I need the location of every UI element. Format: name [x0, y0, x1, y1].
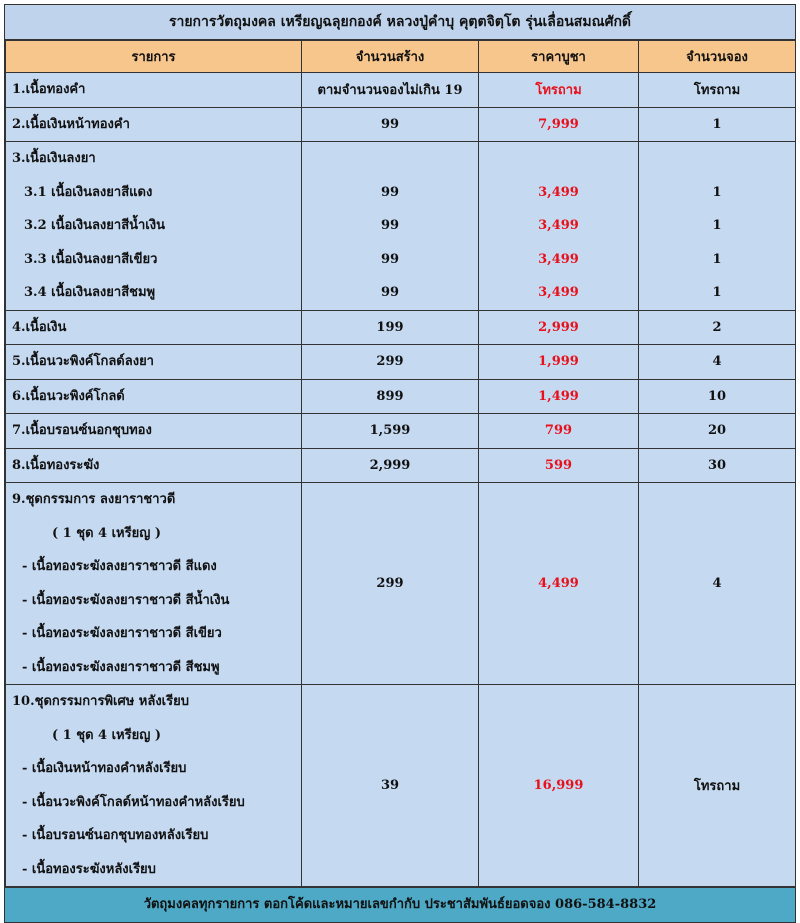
quantity-cell: 299 [302, 483, 479, 685]
reserve-cell: 1 [639, 276, 796, 310]
reserve-cell: 10 [639, 379, 796, 414]
header-row [6, 41, 796, 73]
table-row [6, 483, 796, 685]
quantity-cell: 199 [302, 310, 479, 345]
item-line: 1.เนื้อทองคำ [12, 82, 86, 97]
item-cell [6, 310, 302, 345]
reserve-cell: 4 [639, 483, 796, 685]
item-line: 3.4 เนื้อเงินลงยาสีชมพู [24, 285, 156, 300]
quantity-cell: ตามจำนวนจองไม่เกิน 19 [302, 73, 479, 108]
table-row [6, 209, 796, 243]
reserve-cell: 30 [639, 448, 796, 483]
item-cell [6, 414, 302, 449]
table-row [6, 379, 796, 414]
item-line: - เนื้อทองระฆังลงยาราชาวดี สีแดง [22, 559, 217, 574]
item-line: 3.1 เนื้อเงินลงยาสีแดง [24, 184, 153, 200]
item-cell [6, 142, 302, 176]
item-line: 3.เนื้อเงินลงยา [12, 151, 96, 166]
item-cell [6, 176, 302, 210]
table-row [6, 276, 796, 310]
table-row [6, 310, 796, 345]
price-cell: 4,499 [479, 483, 639, 685]
item-cell [6, 276, 302, 310]
reserve-cell [639, 142, 796, 176]
price-cell: 3,499 [479, 276, 639, 310]
quantity-cell: 2,999 [302, 448, 479, 483]
price-cell [479, 142, 639, 176]
reserve-cell: 1 [639, 243, 796, 277]
item-line: - เนื้อทองระฆังลงยาราชาวดี สีเขียว [22, 626, 222, 641]
item-line: ( 1 ชุด 4 เหรียญ ) [52, 727, 161, 743]
table-row [6, 243, 796, 277]
reserve-cell: 20 [639, 414, 796, 449]
item-line: 4.เนื้อเงิน [12, 319, 67, 335]
item-line: 10.ชุดกรรมการพิเศษ หลังเรียบ [12, 694, 189, 709]
page-title: รายการวัตถุมงคล เหรียญฉลุยกองค์ หลวงปู่คำบุ คุตฺตจิตฺโต รุ่นเลื่อนสมณศักดิ์ [5, 5, 795, 40]
price-cell: 599 [479, 448, 639, 483]
item-cell [6, 379, 302, 414]
table-row [6, 107, 796, 142]
reserve-cell: 1 [639, 176, 796, 210]
reserve-cell: 2 [639, 310, 796, 345]
price-cell: 7,999 [479, 107, 639, 142]
quantity-cell: 99 [302, 243, 479, 277]
item-line: - เนื้อทองระฆังลงยาราชาวดี สีชมพู [22, 659, 220, 675]
quantity-cell [302, 142, 479, 176]
table-row [6, 448, 796, 483]
price-cell: 3,499 [479, 243, 639, 277]
item-line: ( 1 ชุด 4 เหรียญ ) [52, 525, 161, 541]
price-cell: 2,999 [479, 310, 639, 345]
item-line: - เนื้อทองระฆังลงยาราชาวดี สีน้ำเงิน [22, 592, 230, 608]
item-line: 9.ชุดกรรมการ ลงยาราชาวดี [12, 492, 176, 507]
price-cell: 3,499 [479, 209, 639, 243]
price-cell: 16,999 [479, 685, 639, 887]
item-cell [6, 483, 302, 685]
item-cell [6, 107, 302, 142]
item-cell [6, 448, 302, 483]
item-line: - เนื้อทองระฆังหลังเรียบ [22, 861, 156, 877]
quantity-cell: 899 [302, 379, 479, 414]
quantity-cell: 99 [302, 209, 479, 243]
reserve-cell: โทรถาม [639, 73, 796, 108]
table-row [6, 345, 796, 380]
price-table [5, 40, 796, 887]
price-sheet [4, 4, 796, 923]
column-header-quantity: จำนวนสร้าง [302, 41, 479, 73]
item-line: 6.เนื้อนวะพิงค์โกลด์ [12, 388, 125, 404]
table-row [6, 176, 796, 210]
quantity-cell: 99 [302, 107, 479, 142]
quantity-cell: 99 [302, 276, 479, 310]
column-header-item: รายการ [6, 41, 302, 73]
item-line: - เนื้อนวะพิงค์โกลด์หน้าทองคำหลังเรียบ [22, 794, 245, 810]
item-cell [6, 345, 302, 380]
item-cell [6, 73, 302, 108]
item-line: 8.เนื้อทองระฆัง [12, 457, 100, 473]
price-cell: 1,999 [479, 345, 639, 380]
column-header-reserve: จำนวนจอง [639, 41, 796, 73]
price-cell: 3,499 [479, 176, 639, 210]
quantity-cell: 99 [302, 176, 479, 210]
price-cell: โทรถาม [479, 73, 639, 108]
reserve-cell: 1 [639, 209, 796, 243]
price-cell: 799 [479, 414, 639, 449]
footer-note: วัตถุมงคลทุกรายการ ตอกโค้ดและหมายเลขกำกับ ประชาสัมพันธ์ยอดจอง 086-584-8832 [5, 887, 795, 922]
item-cell [6, 243, 302, 277]
quantity-cell: 1,599 [302, 414, 479, 449]
item-line: 7.เนื้อบรอนซ์นอกชุบทอง [12, 423, 152, 438]
item-line: - เนื้อเงินหน้าทองคำหลังเรียบ [22, 761, 187, 776]
item-line: 5.เนื้อนวะพิงค์โกลด์ลงยา [12, 354, 154, 369]
table-row [6, 685, 796, 887]
reserve-cell: โทรถาม [639, 685, 796, 887]
reserve-cell: 1 [639, 107, 796, 142]
column-header-price: ราคาบูชา [479, 41, 639, 73]
price-cell: 1,499 [479, 379, 639, 414]
table-row [6, 414, 796, 449]
item-line: 3.3 เนื้อเงินลงยาสีเขียว [24, 251, 158, 267]
table-row [6, 73, 796, 108]
item-line: - เนื้อบรอนซ์นอกชุบทองหลังเรียบ [22, 828, 209, 843]
item-cell [6, 685, 302, 887]
item-line: 3.2 เนื้อเงินลงยาสีน้ำเงิน [24, 218, 165, 233]
table-row [6, 142, 796, 176]
reserve-cell: 4 [639, 345, 796, 380]
item-cell [6, 209, 302, 243]
quantity-cell: 39 [302, 685, 479, 887]
quantity-cell: 299 [302, 345, 479, 380]
item-line: 2.เนื้อเงินหน้าทองคำ [12, 116, 130, 132]
